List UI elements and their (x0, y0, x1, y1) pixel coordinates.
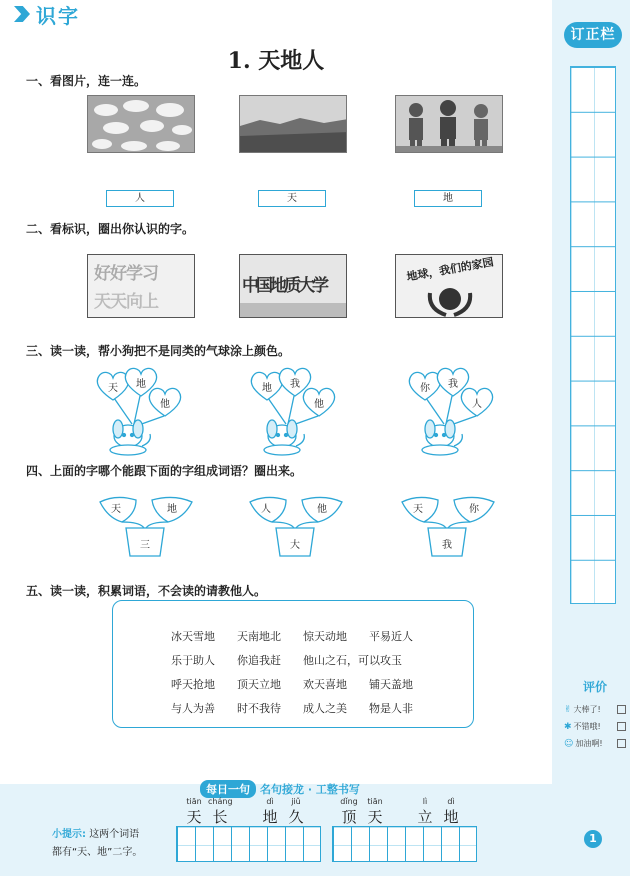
correction-column (552, 0, 630, 876)
evaluation-panel (564, 678, 626, 752)
balloon-char: 天 (108, 383, 118, 394)
hint-line-1: 这两个词语 (89, 829, 140, 840)
evaluation-checkbox[interactable] (617, 739, 626, 748)
balloon-char: 地 (262, 383, 272, 394)
hanzi: 久 (288, 808, 304, 826)
correction-column-title: 订正栏 (564, 22, 622, 48)
pot-char[interactable]: 天 (111, 504, 121, 515)
writing-grid-right[interactable] (332, 826, 477, 862)
land-picture (239, 95, 347, 153)
correction-writing-grid[interactable] (570, 66, 616, 604)
pot-char[interactable]: 他 (317, 504, 327, 515)
thumbs-up-icon: ✌ (564, 704, 572, 715)
question-2-prompt: 二、看标识，圈出你认识的字。 (26, 222, 195, 236)
sign-university (239, 254, 347, 318)
chevron-right-icon (14, 6, 30, 22)
people-picture (395, 95, 503, 153)
sign-slogan-line-1: 好好学习 (94, 264, 158, 284)
pot-char[interactable]: 地 (167, 504, 177, 515)
pot-char[interactable]: 三 (140, 540, 150, 551)
idiom-scroll (112, 600, 474, 728)
question-4-prompt: 四、上面的字哪个能跟下面的字组成词语？圈出来。 (26, 464, 303, 478)
idiom: 惊天动地 (303, 630, 347, 643)
pinyin: jiǔ (291, 797, 301, 806)
hint-box (52, 826, 142, 862)
idiom: 与人为善 (171, 702, 215, 715)
daily-sentence-title: 名句接龙 · 工整书写 (260, 783, 360, 796)
lesson-title: 1. 天地人 (227, 48, 325, 74)
hanzi: 长 (212, 808, 228, 826)
balloon[interactable] (458, 386, 496, 418)
hint-line-2: 都有“天、地”二字。 (52, 847, 143, 858)
word-box-1[interactable]: 人 (106, 190, 174, 207)
idiom: 成人之美 (303, 702, 347, 715)
hanzi: 顶 (341, 808, 357, 826)
balloon[interactable] (300, 386, 338, 418)
hanzi: 立 (417, 808, 433, 826)
balloon-char: 人 (472, 399, 482, 410)
balloon-char: 你 (420, 383, 430, 394)
idiom: 平易近人 (369, 630, 413, 643)
hanzi: 地 (262, 808, 278, 826)
hanzi: 天 (186, 808, 202, 826)
idiom: 时不我待 (237, 702, 281, 715)
idiom-row (171, 697, 435, 721)
sign-study-slogan (87, 254, 195, 318)
evaluation-title: 评价 (582, 680, 607, 694)
section-banner (14, 2, 80, 26)
pinyin: cháng (208, 797, 233, 806)
idiom: 呼天抢地 (171, 678, 215, 691)
evaluation-option[interactable]: ☺ 加油啊! (564, 735, 626, 752)
star-icon: ✱ (564, 721, 572, 732)
balloon[interactable] (146, 386, 184, 418)
word-box-3[interactable]: 地 (414, 190, 482, 207)
sign-university-text: 中国地质大学 (242, 276, 326, 296)
idiom: 他山之石，可以攻玉 (303, 654, 402, 667)
sign-earth-text: 地球，我们的家园 (405, 255, 495, 284)
section-title: 识字 (36, 3, 80, 28)
idiom: 你追我赶 (237, 654, 281, 667)
evaluation-checkbox[interactable] (617, 705, 626, 714)
idiom-list (171, 625, 435, 721)
question-3-prompt: 三、读一读，帮小狗把不是同类的气球涂上颜色。 (26, 344, 291, 358)
balloon-char: 地 (136, 379, 146, 390)
sign-earth-home (395, 254, 503, 318)
evaluation-option[interactable]: ✌ 大棒了! (564, 701, 626, 718)
hint-label: 小提示: (52, 829, 86, 840)
idiom: 冰天雪地 (171, 630, 215, 643)
balloon-char: 我 (448, 379, 458, 390)
writing-grid-left[interactable] (176, 826, 321, 862)
pot-char[interactable]: 你 (469, 504, 479, 515)
pinyin: tiān (367, 797, 383, 806)
balloon-char: 我 (290, 379, 300, 390)
idiom: 顶天立地 (237, 678, 281, 691)
idiom: 乐于助人 (171, 654, 215, 667)
pot-char[interactable]: 人 (261, 504, 271, 515)
earth-hands-icon (426, 279, 474, 317)
pinyin: lì (422, 797, 428, 806)
question-1-prompt: 一、看图片，连一连。 (26, 74, 147, 88)
pot-char[interactable]: 大 (290, 540, 300, 551)
sign-slogan-line-2: 天天向上 (94, 292, 158, 312)
idiom: 物是人非 (369, 702, 413, 715)
idiom: 欢天喜地 (303, 678, 347, 691)
daily-sentence-tag: 每日一句 (200, 780, 256, 798)
sky-clouds-picture (87, 95, 195, 153)
idiom-row (171, 625, 435, 649)
daily-sentence-header (200, 780, 360, 798)
pot-char[interactable]: 我 (442, 540, 452, 551)
question-5-prompt: 五、读一读，积累词语，不会读的请教他人。 (26, 584, 267, 598)
idiom: 铺天盖地 (369, 678, 413, 691)
idiom-row (171, 649, 435, 673)
evaluation-option[interactable]: ✱ 不错哦! (564, 718, 626, 735)
idiom: 天南地北 (237, 630, 281, 643)
smile-icon: ☺ (564, 738, 574, 749)
balloon-char: 他 (160, 399, 170, 410)
balloon-char: 他 (314, 399, 324, 410)
pot-char[interactable]: 天 (413, 504, 423, 515)
pinyin: dǐng (340, 797, 358, 806)
hanzi: 天 (367, 808, 383, 826)
pinyin: dì (447, 797, 455, 806)
pinyin: tiān (186, 797, 202, 806)
idiom-row (171, 673, 435, 697)
page-number: 1 (584, 830, 602, 848)
evaluation-checkbox[interactable] (617, 722, 626, 731)
pinyin: dì (266, 797, 274, 806)
hanzi: 地 (443, 808, 459, 826)
word-box-2[interactable]: 天 (258, 190, 326, 207)
